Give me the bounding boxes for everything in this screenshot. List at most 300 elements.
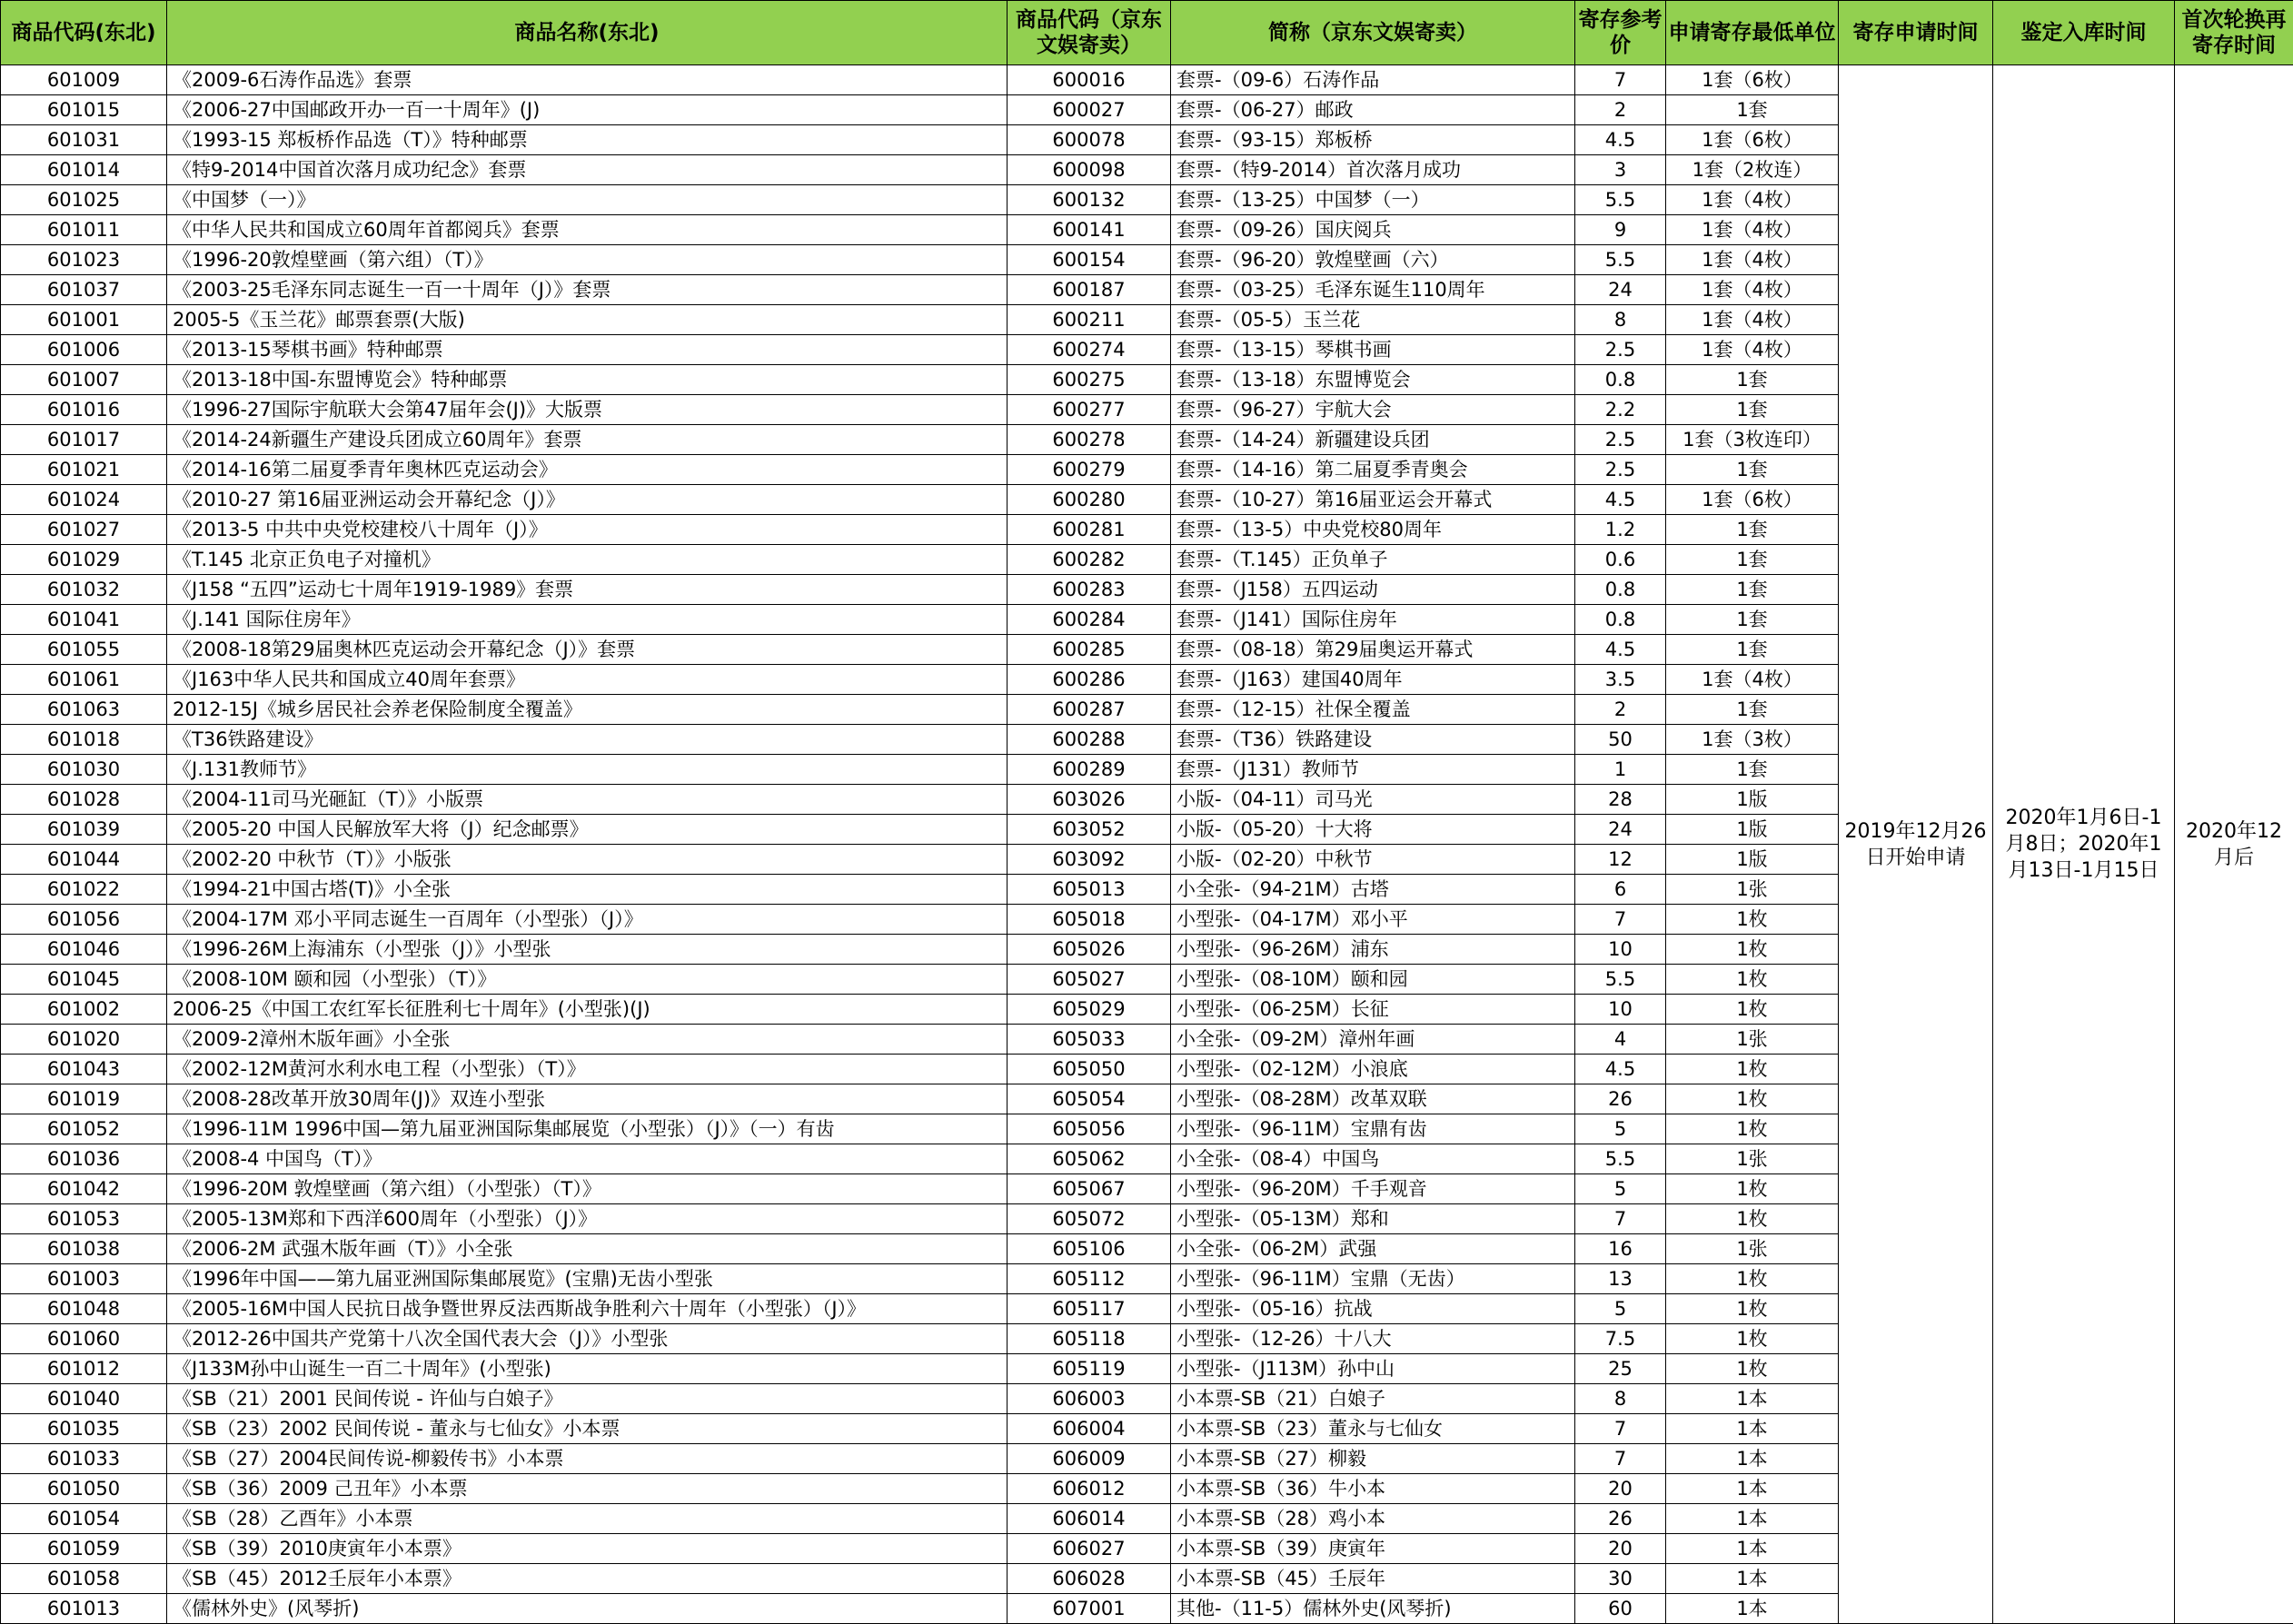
cell-name-northeast[interactable]: 《1996年中国——第九届亚洲国际集邮展览》(宝鼎)无齿小型张 (167, 1264, 1008, 1294)
cell-code-northeast[interactable]: 601037 (1, 275, 167, 305)
cell-code-northeast[interactable]: 601011 (1, 215, 167, 245)
cell-min-unit[interactable]: 1套 (1666, 695, 1839, 725)
cell-code-northeast[interactable]: 601032 (1, 575, 167, 605)
cell-reference-price[interactable]: 10 (1575, 995, 1666, 1025)
cell-reference-price[interactable]: 5.5 (1575, 965, 1666, 995)
cell-reference-price[interactable]: 4.5 (1575, 635, 1666, 665)
cell-code-northeast[interactable]: 601040 (1, 1384, 167, 1414)
cell-code-jd[interactable]: 605050 (1008, 1055, 1171, 1084)
cell-name-northeast[interactable]: 《2009-6石涛作品选》套票 (167, 65, 1008, 95)
cell-reference-price[interactable]: 2 (1575, 695, 1666, 725)
header-min-unit[interactable]: 申请寄存最低单位 (1666, 1, 1839, 65)
cell-code-northeast[interactable]: 601009 (1, 65, 167, 95)
cell-min-unit[interactable]: 1套（3枚连印） (1666, 425, 1839, 455)
cell-short-name-jd[interactable]: 套票-（08-18）第29届奥运开幕式 (1171, 635, 1575, 665)
cell-short-name-jd[interactable]: 小型张-（96-11M）宝鼎（无齿） (1171, 1264, 1575, 1294)
cell-reference-price[interactable]: 50 (1575, 725, 1666, 755)
cell-short-name-jd[interactable]: 套票-（12-15）社保全覆盖 (1171, 695, 1575, 725)
cell-reference-price[interactable]: 26 (1575, 1084, 1666, 1114)
cell-name-northeast[interactable]: 《2013-15琴棋书画》特种邮票 (167, 335, 1008, 365)
cell-name-northeast[interactable]: 《SB（45）2012壬辰年小本票》 (167, 1564, 1008, 1594)
cell-code-northeast[interactable]: 601053 (1, 1204, 167, 1234)
cell-short-name-jd[interactable]: 小型张-（06-25M）长征 (1171, 995, 1575, 1025)
cell-code-jd[interactable]: 600274 (1008, 335, 1171, 365)
cell-min-unit[interactable]: 1套 (1666, 365, 1839, 395)
cell-code-jd[interactable]: 605118 (1008, 1324, 1171, 1354)
cell-code-northeast[interactable]: 601024 (1, 485, 167, 515)
cell-name-northeast[interactable]: 《SB（23）2002 民间传说 - 董永与七仙女》小本票 (167, 1414, 1008, 1444)
cell-code-northeast[interactable]: 601020 (1, 1025, 167, 1055)
cell-code-jd[interactable]: 603052 (1008, 815, 1171, 845)
cell-reference-price[interactable]: 28 (1575, 785, 1666, 815)
cell-short-name-jd[interactable]: 套票-（09-6）石涛作品 (1171, 65, 1575, 95)
cell-code-jd[interactable]: 600098 (1008, 155, 1171, 185)
cell-name-northeast[interactable]: 《J.141 国际住房年》 (167, 605, 1008, 635)
cell-code-northeast[interactable]: 601017 (1, 425, 167, 455)
cell-min-unit[interactable]: 1枚 (1666, 1084, 1839, 1114)
cell-short-name-jd[interactable]: 小型张-（04-17M）邓小平 (1171, 905, 1575, 935)
cell-code-jd[interactable]: 600285 (1008, 635, 1171, 665)
cell-code-northeast[interactable]: 601027 (1, 515, 167, 545)
cell-reference-price[interactable]: 25 (1575, 1354, 1666, 1384)
cell-reference-price[interactable]: 5.5 (1575, 185, 1666, 215)
cell-code-jd[interactable]: 606004 (1008, 1414, 1171, 1444)
cell-short-name-jd[interactable]: 套票-（10-27）第16届亚运会开幕式 (1171, 485, 1575, 515)
cell-short-name-jd[interactable]: 小本票-SB（21）白娘子 (1171, 1384, 1575, 1414)
cell-min-unit[interactable]: 1套（4枚） (1666, 275, 1839, 305)
cell-reference-price[interactable]: 26 (1575, 1504, 1666, 1534)
header-storage-time[interactable]: 鉴定入库时间 (1993, 1, 2175, 65)
cell-short-name-jd[interactable]: 套票-（J141）国际住房年 (1171, 605, 1575, 635)
cell-name-northeast[interactable]: 《2004-11司马光砸缸（T）》小版票 (167, 785, 1008, 815)
cell-code-jd[interactable]: 605112 (1008, 1264, 1171, 1294)
cell-code-northeast[interactable]: 601002 (1, 995, 167, 1025)
cell-min-unit[interactable]: 1枚 (1666, 1204, 1839, 1234)
cell-code-northeast[interactable]: 601030 (1, 755, 167, 785)
cell-min-unit[interactable]: 1套 (1666, 95, 1839, 125)
cell-name-northeast[interactable]: 2012-15J《城乡居民社会养老保险制度全覆盖》 (167, 695, 1008, 725)
header-code-northeast[interactable]: 商品代码(东北) (1, 1, 167, 65)
cell-min-unit[interactable]: 1张 (1666, 1234, 1839, 1264)
cell-code-northeast[interactable]: 601025 (1, 185, 167, 215)
cell-short-name-jd[interactable]: 套票-（03-25）毛泽东诞生110周年 (1171, 275, 1575, 305)
cell-code-jd[interactable]: 600278 (1008, 425, 1171, 455)
cell-name-northeast[interactable]: 《SB（21）2001 民间传说 - 许仙与白娘子》 (167, 1384, 1008, 1414)
cell-code-northeast[interactable]: 601046 (1, 935, 167, 965)
cell-code-jd[interactable]: 600279 (1008, 455, 1171, 485)
cell-name-northeast[interactable]: 《2009-2漳州木版年画》小全张 (167, 1025, 1008, 1055)
cell-code-jd[interactable]: 605029 (1008, 995, 1171, 1025)
cell-code-jd[interactable]: 606009 (1008, 1444, 1171, 1474)
cell-code-jd[interactable]: 600287 (1008, 695, 1171, 725)
cell-min-unit[interactable]: 1套（3枚） (1666, 725, 1839, 755)
cell-short-name-jd[interactable]: 小本票-SB（27）柳毅 (1171, 1444, 1575, 1474)
cell-code-northeast[interactable]: 601063 (1, 695, 167, 725)
merged-storage-time[interactable]: 2020年1月6日-1月8日；2020年1月13日-1月15日 (1993, 65, 2175, 1624)
cell-min-unit[interactable]: 1枚 (1666, 1324, 1839, 1354)
cell-min-unit[interactable]: 1套 (1666, 605, 1839, 635)
cell-name-northeast[interactable]: 《2008-18第29届奥林匹克运动会开幕纪念（J）》套票 (167, 635, 1008, 665)
cell-name-northeast[interactable]: 《2005-16M中国人民抗日战争暨世界反法西斯战争胜利六十周年（小型张）（J）》 (167, 1294, 1008, 1324)
cell-short-name-jd[interactable]: 小全张-（09-2M）漳州年画 (1171, 1025, 1575, 1055)
cell-code-jd[interactable]: 600284 (1008, 605, 1171, 635)
cell-name-northeast[interactable]: 《2006-2M 武强木版年画（T）》小全张 (167, 1234, 1008, 1264)
cell-min-unit[interactable]: 1版 (1666, 815, 1839, 845)
header-name-northeast[interactable]: 商品名称(东北) (167, 1, 1008, 65)
cell-code-northeast[interactable]: 601016 (1, 395, 167, 425)
cell-code-jd[interactable]: 600154 (1008, 245, 1171, 275)
cell-min-unit[interactable]: 1枚 (1666, 965, 1839, 995)
cell-name-northeast[interactable]: 《2013-18中国-东盟博览会》特种邮票 (167, 365, 1008, 395)
cell-short-name-jd[interactable]: 小版-（04-11）司马光 (1171, 785, 1575, 815)
cell-code-jd[interactable]: 605026 (1008, 935, 1171, 965)
cell-name-northeast[interactable]: 2006-25《中国工农红军长征胜利七十周年》(小型张)(J) (167, 995, 1008, 1025)
cell-code-northeast[interactable]: 601048 (1, 1294, 167, 1324)
cell-short-name-jd[interactable]: 套票-（T36）铁路建设 (1171, 725, 1575, 755)
cell-reference-price[interactable]: 2.5 (1575, 425, 1666, 455)
cell-code-jd[interactable]: 605013 (1008, 875, 1171, 905)
cell-reference-price[interactable]: 0.8 (1575, 365, 1666, 395)
cell-code-northeast[interactable]: 601031 (1, 125, 167, 155)
cell-min-unit[interactable]: 1张 (1666, 1025, 1839, 1055)
cell-short-name-jd[interactable]: 套票-（96-20）敦煌壁画（六） (1171, 245, 1575, 275)
cell-reference-price[interactable]: 3.5 (1575, 665, 1666, 695)
header-apply-time[interactable]: 寄存申请时间 (1839, 1, 1993, 65)
cell-name-northeast[interactable]: 《T36铁路建设》 (167, 725, 1008, 755)
cell-code-jd[interactable]: 605027 (1008, 965, 1171, 995)
cell-name-northeast[interactable]: 《2014-24新疆生产建设兵团成立60周年》套票 (167, 425, 1008, 455)
cell-reference-price[interactable]: 20 (1575, 1534, 1666, 1564)
cell-short-name-jd[interactable]: 套票-（05-5）玉兰花 (1171, 305, 1575, 335)
cell-short-name-jd[interactable]: 小型张-（08-10M）颐和园 (1171, 965, 1575, 995)
cell-reference-price[interactable]: 10 (1575, 935, 1666, 965)
cell-code-jd[interactable]: 600289 (1008, 755, 1171, 785)
cell-code-northeast[interactable]: 601029 (1, 545, 167, 575)
cell-reference-price[interactable]: 2 (1575, 95, 1666, 125)
cell-short-name-jd[interactable]: 其他-（11-5）儒林外史(风琴折) (1171, 1594, 1575, 1624)
cell-short-name-jd[interactable]: 小全张-（94-21M）古塔 (1171, 875, 1575, 905)
cell-short-name-jd[interactable]: 套票-（13-15）琴棋书画 (1171, 335, 1575, 365)
cell-code-northeast[interactable]: 601050 (1, 1474, 167, 1504)
cell-min-unit[interactable]: 1版 (1666, 845, 1839, 875)
cell-code-jd[interactable]: 600281 (1008, 515, 1171, 545)
cell-name-northeast[interactable]: 《1994-21中国古塔(T)》小全张 (167, 875, 1008, 905)
cell-min-unit[interactable]: 1套（6枚） (1666, 65, 1839, 95)
cell-name-northeast[interactable]: 《1996-11M 1996中国—第九届亚洲国际集邮展览（小型张）（J）》（一）有齿 (167, 1114, 1008, 1144)
cell-code-northeast[interactable]: 601052 (1, 1114, 167, 1144)
cell-min-unit[interactable]: 1套 (1666, 755, 1839, 785)
cell-reference-price[interactable]: 2.5 (1575, 455, 1666, 485)
cell-code-northeast[interactable]: 601015 (1, 95, 167, 125)
cell-min-unit[interactable]: 1套（2枚连） (1666, 155, 1839, 185)
cell-code-northeast[interactable]: 601044 (1, 845, 167, 875)
cell-code-northeast[interactable]: 601055 (1, 635, 167, 665)
cell-reference-price[interactable]: 0.6 (1575, 545, 1666, 575)
cell-reference-price[interactable]: 4.5 (1575, 485, 1666, 515)
cell-code-northeast[interactable]: 601022 (1, 875, 167, 905)
cell-name-northeast[interactable]: 《SB（27）2004民间传说-柳毅传书》小本票 (167, 1444, 1008, 1474)
cell-name-northeast[interactable]: 《J133M孙中山诞生一百二十周年》(小型张) (167, 1354, 1008, 1384)
cell-code-jd[interactable]: 605018 (1008, 905, 1171, 935)
cell-min-unit[interactable]: 1套（4枚） (1666, 185, 1839, 215)
cell-short-name-jd[interactable]: 套票-（09-26）国庆阅兵 (1171, 215, 1575, 245)
cell-reference-price[interactable]: 8 (1575, 1384, 1666, 1414)
cell-min-unit[interactable]: 1枚 (1666, 1354, 1839, 1384)
cell-name-northeast[interactable]: 《1996-20M 敦煌壁画（第六组）（小型张）（T）》 (167, 1174, 1008, 1204)
cell-short-name-jd[interactable]: 套票-（J163）建国40周年 (1171, 665, 1575, 695)
cell-short-name-jd[interactable]: 小型张-（05-16）抗战 (1171, 1294, 1575, 1324)
cell-min-unit[interactable]: 1枚 (1666, 1294, 1839, 1324)
cell-min-unit[interactable]: 1张 (1666, 875, 1839, 905)
cell-code-jd[interactable]: 600141 (1008, 215, 1171, 245)
cell-name-northeast[interactable]: 《儒林外史》(风琴折) (167, 1594, 1008, 1624)
cell-name-northeast[interactable]: 《2013-5 中共中央党校建校八十周年（J）》 (167, 515, 1008, 545)
cell-code-northeast[interactable]: 601036 (1, 1144, 167, 1174)
cell-min-unit[interactable]: 1枚 (1666, 905, 1839, 935)
cell-code-jd[interactable]: 605106 (1008, 1234, 1171, 1264)
cell-min-unit[interactable]: 1本 (1666, 1594, 1839, 1624)
cell-short-name-jd[interactable]: 小全张-（08-4）中国鸟 (1171, 1144, 1575, 1174)
cell-short-name-jd[interactable]: 小型张-（J113M）孙中山 (1171, 1354, 1575, 1384)
cell-short-name-jd[interactable]: 套票-（J131）教师节 (1171, 755, 1575, 785)
cell-code-northeast[interactable]: 601007 (1, 365, 167, 395)
cell-code-jd[interactable]: 606028 (1008, 1564, 1171, 1594)
cell-reference-price[interactable]: 7 (1575, 1414, 1666, 1444)
cell-min-unit[interactable]: 1枚 (1666, 1174, 1839, 1204)
cell-name-northeast[interactable]: 《2005-20 中国人民解放军大将（J）纪念邮票》 (167, 815, 1008, 845)
cell-short-name-jd[interactable]: 小本票-SB（36）牛小本 (1171, 1474, 1575, 1504)
cell-short-name-jd[interactable]: 小本票-SB（28）鸡小本 (1171, 1504, 1575, 1534)
cell-code-jd[interactable]: 600187 (1008, 275, 1171, 305)
cell-code-northeast[interactable]: 601033 (1, 1444, 167, 1474)
cell-short-name-jd[interactable]: 套票-（T.145）正负单子 (1171, 545, 1575, 575)
cell-reference-price[interactable]: 30 (1575, 1564, 1666, 1594)
cell-reference-price[interactable]: 1.2 (1575, 515, 1666, 545)
cell-code-jd[interactable]: 600016 (1008, 65, 1171, 95)
cell-reference-price[interactable]: 5.5 (1575, 1144, 1666, 1174)
cell-short-name-jd[interactable]: 套票-（13-18）东盟博览会 (1171, 365, 1575, 395)
cell-short-name-jd[interactable]: 小全张-（06-2M）武强 (1171, 1234, 1575, 1264)
cell-reference-price[interactable]: 13 (1575, 1264, 1666, 1294)
cell-short-name-jd[interactable]: 套票-（96-27）宇航大会 (1171, 395, 1575, 425)
cell-code-northeast[interactable]: 601023 (1, 245, 167, 275)
cell-code-northeast[interactable]: 601012 (1, 1354, 167, 1384)
cell-name-northeast[interactable]: 《1993-15 郑板桥作品选（T）》特种邮票 (167, 125, 1008, 155)
header-short-name-jd[interactable]: 简称（京东文娱寄卖） (1171, 1, 1575, 65)
cell-name-northeast[interactable]: 《中华人民共和国成立60周年首都阅兵》套票 (167, 215, 1008, 245)
cell-code-northeast[interactable]: 601058 (1, 1564, 167, 1594)
cell-short-name-jd[interactable]: 套票-（06-27）邮政 (1171, 95, 1575, 125)
cell-min-unit[interactable]: 1本 (1666, 1384, 1839, 1414)
cell-code-jd[interactable]: 605117 (1008, 1294, 1171, 1324)
cell-name-northeast[interactable]: 《SB（39）2010庚寅年小本票》 (167, 1534, 1008, 1564)
cell-short-name-jd[interactable]: 套票-（93-15）郑板桥 (1171, 125, 1575, 155)
cell-code-jd[interactable]: 603026 (1008, 785, 1171, 815)
cell-short-name-jd[interactable]: 小型张-（02-12M）小浪底 (1171, 1055, 1575, 1084)
cell-reference-price[interactable]: 12 (1575, 845, 1666, 875)
cell-min-unit[interactable]: 1本 (1666, 1534, 1839, 1564)
cell-min-unit[interactable]: 1套 (1666, 575, 1839, 605)
cell-name-northeast[interactable]: 《SB（28）乙酉年》小本票 (167, 1504, 1008, 1534)
cell-short-name-jd[interactable]: 套票-（13-25）中国梦（一） (1171, 185, 1575, 215)
cell-short-name-jd[interactable]: 小本票-SB（45）壬辰年 (1171, 1564, 1575, 1594)
cell-reference-price[interactable]: 5 (1575, 1114, 1666, 1144)
cell-short-name-jd[interactable]: 小型张-（12-26）十八大 (1171, 1324, 1575, 1354)
cell-name-northeast[interactable]: 《中国梦（一）》 (167, 185, 1008, 215)
cell-code-jd[interactable]: 605072 (1008, 1204, 1171, 1234)
cell-code-northeast[interactable]: 601042 (1, 1174, 167, 1204)
cell-short-name-jd[interactable]: 小型张-（05-13M）郑和 (1171, 1204, 1575, 1234)
cell-reference-price[interactable]: 0.8 (1575, 575, 1666, 605)
cell-name-northeast[interactable]: 《1996-27国际宇航联大会第47届年会(J)》大版票 (167, 395, 1008, 425)
cell-name-northeast[interactable]: 《2002-20 中秋节（T）》小版张 (167, 845, 1008, 875)
cell-name-northeast[interactable]: 《J163中华人民共和国成立40周年套票》 (167, 665, 1008, 695)
cell-min-unit[interactable]: 1套 (1666, 635, 1839, 665)
cell-code-northeast[interactable]: 601021 (1, 455, 167, 485)
cell-reference-price[interactable]: 5 (1575, 1174, 1666, 1204)
cell-code-jd[interactable]: 600282 (1008, 545, 1171, 575)
cell-reference-price[interactable]: 1 (1575, 755, 1666, 785)
cell-min-unit[interactable]: 1版 (1666, 785, 1839, 815)
cell-min-unit[interactable]: 1枚 (1666, 1114, 1839, 1144)
cell-code-jd[interactable]: 600277 (1008, 395, 1171, 425)
cell-reference-price[interactable]: 24 (1575, 815, 1666, 845)
cell-code-northeast[interactable]: 601061 (1, 665, 167, 695)
cell-reference-price[interactable]: 7 (1575, 1204, 1666, 1234)
cell-code-jd[interactable]: 606003 (1008, 1384, 1171, 1414)
merged-apply-time[interactable]: 2019年12月26日开始申请 (1839, 65, 1993, 1624)
cell-code-northeast[interactable]: 601006 (1, 335, 167, 365)
cell-min-unit[interactable]: 1套 (1666, 515, 1839, 545)
cell-name-northeast[interactable]: 《2002-12M黄河水利水电工程（小型张）（T）》 (167, 1055, 1008, 1084)
cell-name-northeast[interactable]: 《2006-27中国邮政开办一百一十周年》(J) (167, 95, 1008, 125)
cell-name-northeast[interactable]: 《SB（36）2009 己丑年》小本票 (167, 1474, 1008, 1504)
cell-name-northeast[interactable]: 《2005-13M郑和下西洋600周年（小型张）（J）》 (167, 1204, 1008, 1234)
cell-short-name-jd[interactable]: 套票-（14-16）第二届夏季青奥会 (1171, 455, 1575, 485)
cell-min-unit[interactable]: 1枚 (1666, 995, 1839, 1025)
cell-name-northeast[interactable]: 《2003-25毛泽东同志诞生一百一十周年（J）》套票 (167, 275, 1008, 305)
cell-min-unit[interactable]: 1套（4枚） (1666, 245, 1839, 275)
cell-reference-price[interactable]: 7 (1575, 65, 1666, 95)
cell-code-jd[interactable]: 605054 (1008, 1084, 1171, 1114)
cell-reference-price[interactable]: 5 (1575, 1294, 1666, 1324)
cell-code-jd[interactable]: 600027 (1008, 95, 1171, 125)
header-code-jd[interactable]: 商品代码（京东文娱寄卖） (1008, 1, 1171, 65)
cell-min-unit[interactable]: 1套 (1666, 455, 1839, 485)
cell-min-unit[interactable]: 1套（4枚） (1666, 305, 1839, 335)
cell-name-northeast[interactable]: 《特9-2014中国首次落月成功纪念》套票 (167, 155, 1008, 185)
cell-reference-price[interactable]: 4.5 (1575, 125, 1666, 155)
cell-code-jd[interactable]: 600211 (1008, 305, 1171, 335)
cell-code-northeast[interactable]: 601014 (1, 155, 167, 185)
cell-reference-price[interactable]: 4 (1575, 1025, 1666, 1055)
cell-short-name-jd[interactable]: 小型张-（96-11M）宝鼎有齿 (1171, 1114, 1575, 1144)
cell-min-unit[interactable]: 1枚 (1666, 1264, 1839, 1294)
cell-name-northeast[interactable]: 《2014-16第二届夏季青年奥林匹克运动会》 (167, 455, 1008, 485)
cell-short-name-jd[interactable]: 小型张-（08-28M）改革双联 (1171, 1084, 1575, 1114)
cell-code-northeast[interactable]: 601003 (1, 1264, 167, 1294)
cell-reference-price[interactable]: 2.2 (1575, 395, 1666, 425)
header-reference-price[interactable]: 寄存参考价 (1575, 1, 1666, 65)
cell-code-northeast[interactable]: 601039 (1, 815, 167, 845)
cell-code-northeast[interactable]: 601059 (1, 1534, 167, 1564)
cell-code-jd[interactable]: 600283 (1008, 575, 1171, 605)
cell-short-name-jd[interactable]: 小型张-（96-20M）千手观音 (1171, 1174, 1575, 1204)
cell-code-jd[interactable]: 600275 (1008, 365, 1171, 395)
cell-reference-price[interactable]: 8 (1575, 305, 1666, 335)
cell-min-unit[interactable]: 1套 (1666, 545, 1839, 575)
cell-name-northeast[interactable]: 《2010-27 第16届亚洲运动会开幕纪念（J）》 (167, 485, 1008, 515)
cell-min-unit[interactable]: 1本 (1666, 1504, 1839, 1534)
cell-code-jd[interactable]: 607001 (1008, 1594, 1171, 1624)
cell-code-northeast[interactable]: 601018 (1, 725, 167, 755)
cell-min-unit[interactable]: 1套（6枚） (1666, 485, 1839, 515)
cell-code-jd[interactable]: 603092 (1008, 845, 1171, 875)
cell-code-jd[interactable]: 605056 (1008, 1114, 1171, 1144)
cell-code-northeast[interactable]: 601035 (1, 1414, 167, 1444)
cell-min-unit[interactable]: 1本 (1666, 1444, 1839, 1474)
cell-code-northeast[interactable]: 601045 (1, 965, 167, 995)
cell-min-unit[interactable]: 1套 (1666, 395, 1839, 425)
cell-reference-price[interactable]: 9 (1575, 215, 1666, 245)
cell-reference-price[interactable]: 20 (1575, 1474, 1666, 1504)
cell-short-name-jd[interactable]: 小本票-SB（23）董永与七仙女 (1171, 1414, 1575, 1444)
cell-code-northeast[interactable]: 601028 (1, 785, 167, 815)
cell-code-northeast[interactable]: 601043 (1, 1055, 167, 1084)
cell-short-name-jd[interactable]: 套票-（14-24）新疆建设兵团 (1171, 425, 1575, 455)
cell-short-name-jd[interactable]: 套票-（13-5）中央党校80周年 (1171, 515, 1575, 545)
cell-reference-price[interactable]: 0.8 (1575, 605, 1666, 635)
cell-min-unit[interactable]: 1本 (1666, 1564, 1839, 1594)
cell-reference-price[interactable]: 6 (1575, 875, 1666, 905)
cell-name-northeast[interactable]: 《2008-10M 颐和园（小型张）（T）》 (167, 965, 1008, 995)
cell-code-jd[interactable]: 600280 (1008, 485, 1171, 515)
cell-name-northeast[interactable]: 《1996-20敦煌壁画（第六组）（T）》 (167, 245, 1008, 275)
header-rotation-time[interactable]: 首次轮换再寄存时间 (2175, 1, 2293, 65)
cell-min-unit[interactable]: 1枚 (1666, 935, 1839, 965)
cell-code-northeast[interactable]: 601013 (1, 1594, 167, 1624)
cell-code-northeast[interactable]: 601019 (1, 1084, 167, 1114)
cell-name-northeast[interactable]: 《2012-26中国共产党第十八次全国代表大会（J）》小型张 (167, 1324, 1008, 1354)
cell-name-northeast[interactable]: 《J158 “五四”运动七十周年1919-1989》套票 (167, 575, 1008, 605)
cell-min-unit[interactable]: 1本 (1666, 1414, 1839, 1444)
cell-code-jd[interactable]: 606014 (1008, 1504, 1171, 1534)
cell-code-northeast[interactable]: 601038 (1, 1234, 167, 1264)
cell-reference-price[interactable]: 7.5 (1575, 1324, 1666, 1354)
cell-code-jd[interactable]: 605062 (1008, 1144, 1171, 1174)
cell-min-unit[interactable]: 1套（4枚） (1666, 335, 1839, 365)
cell-short-name-jd[interactable]: 套票-（特9-2014）首次落月成功 (1171, 155, 1575, 185)
cell-code-jd[interactable]: 605119 (1008, 1354, 1171, 1384)
cell-code-jd[interactable]: 600288 (1008, 725, 1171, 755)
cell-code-northeast[interactable]: 601060 (1, 1324, 167, 1354)
cell-code-northeast[interactable]: 601001 (1, 305, 167, 335)
cell-code-northeast[interactable]: 601056 (1, 905, 167, 935)
cell-short-name-jd[interactable]: 小本票-SB（39）庚寅年 (1171, 1534, 1575, 1564)
cell-name-northeast[interactable]: 2005-5《玉兰花》邮票套票(大版) (167, 305, 1008, 335)
cell-name-northeast[interactable]: 《2008-4 中国鸟（T）》 (167, 1144, 1008, 1174)
cell-short-name-jd[interactable]: 小版-（02-20）中秋节 (1171, 845, 1575, 875)
cell-reference-price[interactable]: 24 (1575, 275, 1666, 305)
cell-short-name-jd[interactable]: 小版-（05-20）十大将 (1171, 815, 1575, 845)
cell-reference-price[interactable]: 7 (1575, 905, 1666, 935)
cell-name-northeast[interactable]: 《2008-28改革开放30周年(J)》双连小型张 (167, 1084, 1008, 1114)
cell-reference-price[interactable]: 4.5 (1575, 1055, 1666, 1084)
cell-min-unit[interactable]: 1套（4枚） (1666, 215, 1839, 245)
cell-code-northeast[interactable]: 601041 (1, 605, 167, 635)
cell-code-jd[interactable]: 600286 (1008, 665, 1171, 695)
cell-name-northeast[interactable]: 《T.145 北京正负电子对撞机》 (167, 545, 1008, 575)
